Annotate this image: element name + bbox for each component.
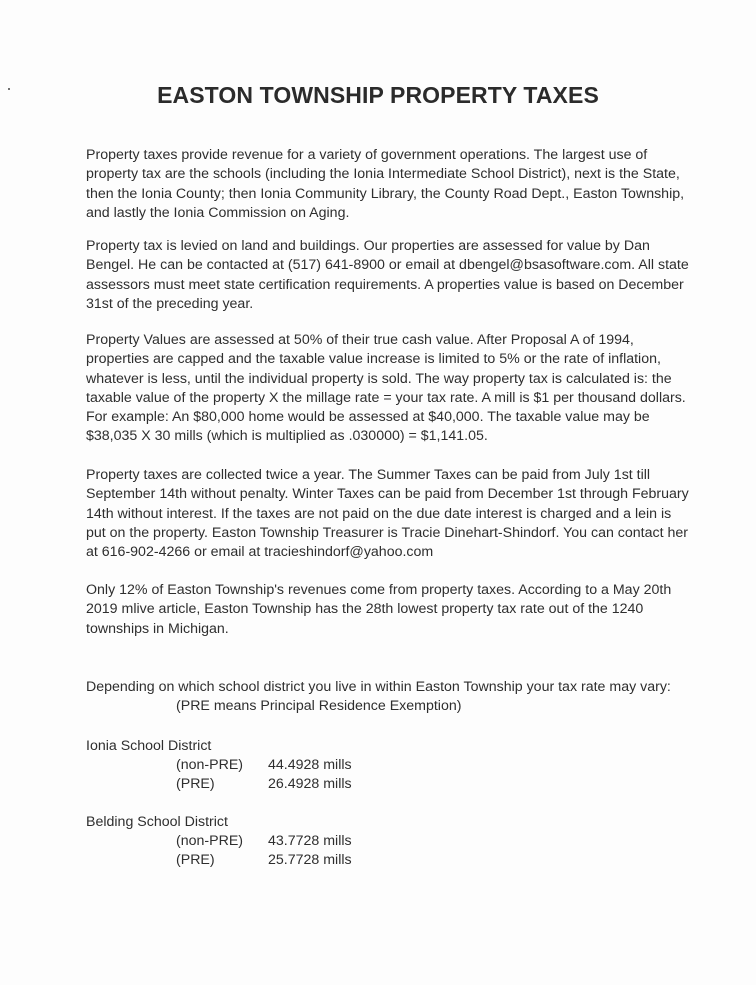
paragraph-line: property tax are the schools (including the Ionia Intermediate School District), next is the State,	[86, 166, 680, 183]
rate-label: (PRE)	[176, 852, 215, 868]
rate-value: 25.7728 mills	[268, 852, 352, 868]
paragraph-revenue-uses	[86, 146, 686, 223]
rate-value: 43.7728 mills	[268, 833, 352, 849]
paragraph-line: 14th without interest. If the taxes are not paid on the due date interest is charged and a lein is	[86, 505, 672, 522]
rate-label: (non-PRE)	[176, 833, 244, 849]
rate-value: 44.4928 mills	[268, 757, 352, 773]
rates-intro: Depending on which school district you live in within Easton Township your tax rate may vary:	[86, 679, 671, 695]
page-title: EASTON TOWNSHIP PROPERTY TAXES	[157, 82, 599, 108]
paragraph-line: Property Values are assessed at 50% of their true cash value. After Proposal A of 1994,	[86, 332, 634, 348]
paragraph-line: at 616-902-4266 or email at tracieshindorf@yahoo.com	[86, 544, 434, 561]
paragraph-line: assessors must meet state certification requirements. A properties value is based on December	[86, 276, 684, 293]
paragraph-line: Bengel. He can be contacted at (517) 641-8900 or email at dbengel@bsasoftware.com. All state	[86, 257, 689, 274]
paragraph-line: taxable value of the property X the millage rate = your tax rate. A mill is $1 per thousand dollars.	[86, 389, 686, 406]
paragraph-revenue-share	[86, 581, 686, 639]
paragraph-property-values	[86, 331, 686, 447]
paragraph-line: For example: An $80,000 home would be assessed at $40,000. The taxable value may be	[86, 409, 650, 426]
paragraph-line: then the Ionia County; then Ionia Community Library, the County Road Dept., Easton Township,	[86, 185, 685, 202]
paragraph-line: 31st of the preceding year.	[86, 295, 254, 312]
paragraph-line: $38,035 X 30 mills (which is multiplied as .030000) = $1,141.05.	[86, 428, 488, 445]
paragraph-line: 2019 mlive article, Easton Township has the 28th lowest property tax rate out of the 1240	[86, 601, 644, 618]
paragraph-line: Property tax is levied on land and buildings. Our properties are assessed for value by Dan	[86, 238, 650, 254]
paragraph-line: September 14th without penalty. Winter Taxes can be paid from December 1st through February	[86, 486, 689, 503]
rates-note: (PRE means Principal Residence Exemption)	[176, 698, 462, 714]
rate-label: (PRE)	[176, 776, 215, 792]
paragraph-line: properties are capped and the taxable value increase is limited to 5% or the rate of inflation,	[86, 351, 661, 368]
paragraph-line: whatever is less, until the individual property is sold. The way property tax is calculated is: the	[86, 370, 672, 387]
paragraph-collection	[86, 466, 689, 562]
paragraph-line: townships in Michigan.	[86, 620, 229, 637]
district-name: Belding School District	[86, 814, 228, 830]
paragraph-line: Property taxes are collected twice a year. The Summer Taxes can be paid from July 1st till	[86, 467, 651, 483]
rate-label: (non-PRE)	[176, 757, 244, 773]
paragraph-line: put on the property. Easton Township Treasurer is Tracie Dinehart-Shindorf. You can contact her	[86, 524, 688, 541]
paragraph-line: Property taxes provide revenue for a variety of government operations. The largest use of	[86, 147, 648, 163]
rate-value: 26.4928 mills	[268, 776, 352, 792]
paragraph-line: Only 12% of Easton Township's revenues come from property taxes. According to a May 20th	[86, 582, 672, 598]
paragraph-assessor	[86, 237, 689, 314]
paragraph-line: and lastly the Ionia Commission on Aging.	[86, 204, 350, 221]
district-name: Ionia School District	[86, 738, 212, 754]
